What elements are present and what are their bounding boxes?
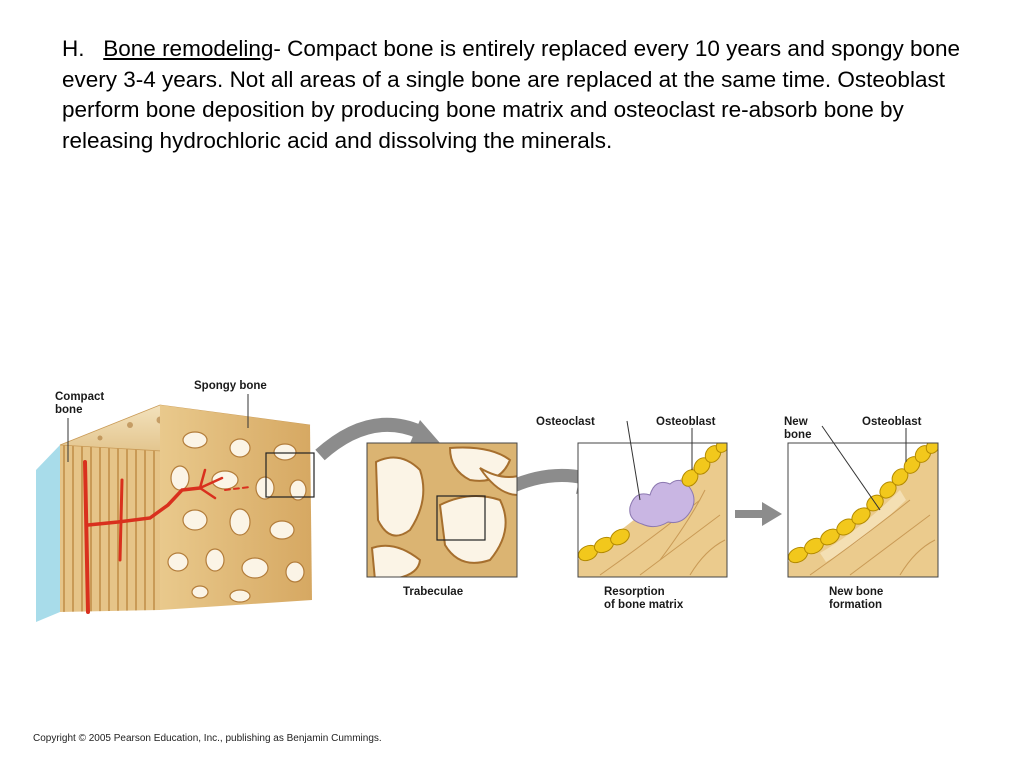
caption-resorption-1: Resorption: [604, 586, 665, 598]
resorption-panel: [576, 421, 733, 577]
label-osteoblast-2: Osteoblast: [862, 416, 922, 428]
caption-trabeculae: Trabeculae: [403, 586, 464, 598]
caption-formation-1: New bone: [829, 586, 884, 598]
label-new-bone-1: New: [784, 416, 808, 428]
periosteum-edge: [36, 445, 60, 622]
label-new-bone-2: bone: [784, 429, 812, 441]
paragraph-body: - Compact bone is entirely replaced every 10 years and spongy bone every 3-4 years. Not all areas of a single bone are replaced at the same time. Osteoblast perform bone deposition by producing bone matrix and osteoclast re-absorb bone by releasing hydrochloric acid and dissolving the minerals.: [62, 36, 961, 153]
copyright-notice: Copyright © 2005 Pearson Education, Inc., publishing as Benjamin Cummings.: [33, 733, 382, 744]
caption-resorption-2: of bone matrix: [604, 599, 684, 611]
label-osteoclast: Osteoclast: [536, 416, 595, 428]
section-prefix: H.: [62, 36, 85, 61]
term-bone-remodeling: Bone remodeling: [103, 36, 274, 61]
formation-panel: [786, 426, 943, 577]
bone-block-illustration: [36, 394, 314, 622]
label-compact-bone-1: Compact: [55, 391, 105, 403]
straight-arrow: [735, 502, 782, 526]
label-spongy-bone: Spongy bone: [194, 380, 267, 392]
label-osteoblast-1: Osteoblast: [656, 416, 716, 428]
caption-formation-2: formation: [829, 599, 883, 611]
trabeculae-panel: [367, 443, 518, 580]
label-compact-bone-2: bone: [55, 404, 83, 416]
